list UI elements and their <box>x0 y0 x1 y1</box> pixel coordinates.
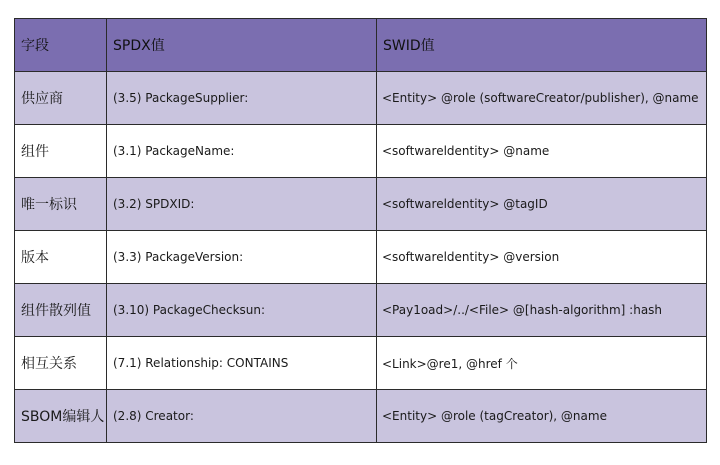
field-cell: 供应商 <box>15 72 107 125</box>
header-field: 字段 <box>15 19 107 72</box>
field-cell: 版本 <box>15 231 107 284</box>
table-body <box>15 72 707 443</box>
swid-cell: <Entity> @role (tagCreator), @name <box>377 390 707 443</box>
spdx-cell: (2.8) Creator: <box>107 390 377 443</box>
table-row <box>15 72 707 125</box>
table-row <box>15 125 707 178</box>
swid-cell: <Link>@re1, @href 个 <box>377 337 707 390</box>
spdx-cell: (3.3) PackageVersion: <box>107 231 377 284</box>
spdx-cell: (7.1) Relationship: CONTAINS <box>107 337 377 390</box>
swid-cell: <softwareldentity> @name <box>377 125 707 178</box>
header-swid-value: SWID值 <box>377 19 707 72</box>
field-cell: 组件 <box>15 125 107 178</box>
field-cell: 唯一标识 <box>15 178 107 231</box>
swid-cell: <Pay1oad>/../<File> @[hash-algorithm] :hash <box>377 284 707 337</box>
table-row <box>15 337 707 390</box>
spdx-cell: (3.1) PackageName: <box>107 125 377 178</box>
header-row <box>15 19 707 72</box>
field-cell: 相互关系 <box>15 337 107 390</box>
spdx-cell: (3.2) SPDXID: <box>107 178 377 231</box>
table-header <box>15 19 707 72</box>
table-row <box>15 390 707 443</box>
field-cell: 组件散列值 <box>15 284 107 337</box>
table-row <box>15 178 707 231</box>
table-row <box>15 231 707 284</box>
swid-cell: <softwareldentity> @tagID <box>377 178 707 231</box>
sbom-mapping-table-container <box>14 18 706 443</box>
swid-cell: <Entity> @role (softwareCreator/publisher), @name <box>377 72 707 125</box>
sbom-mapping-table <box>14 18 707 443</box>
spdx-cell: (3.5) PackageSupplier: <box>107 72 377 125</box>
header-spdx-value: SPDX值 <box>107 19 377 72</box>
spdx-cell: (3.10) PackageChecksun: <box>107 284 377 337</box>
swid-cell: <softwareldentity> @version <box>377 231 707 284</box>
field-cell: SBOM编辑人 <box>15 390 107 443</box>
table-row <box>15 284 707 337</box>
